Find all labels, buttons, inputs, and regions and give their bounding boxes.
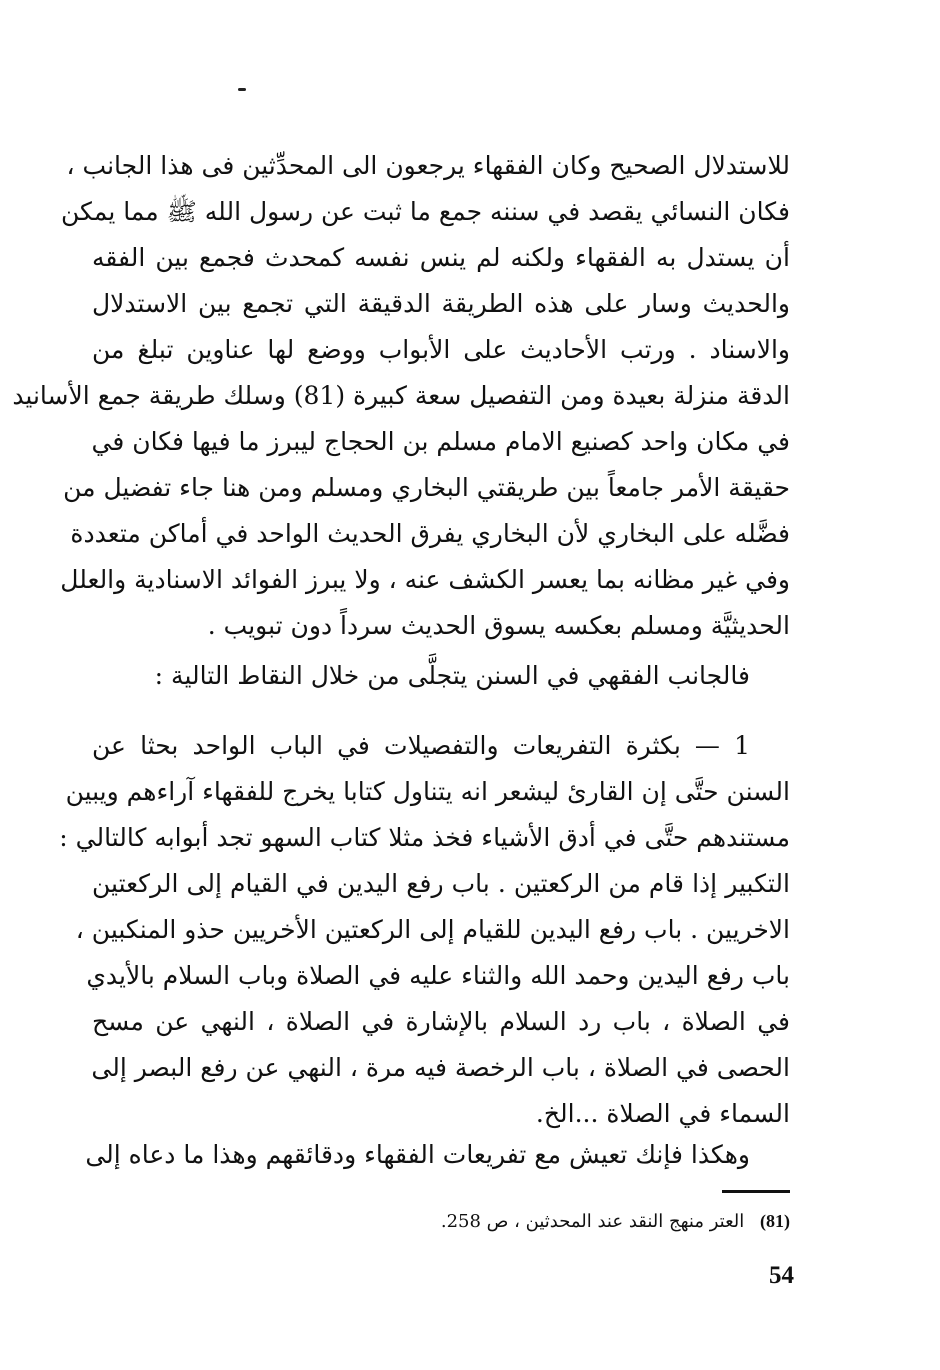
page-number: 54 [769,1262,794,1289]
text-line: 1 — بكثرة التفريعات والتفصيلات في الباب الواحد بحثا عن [92,731,750,760]
text-line: فضَّله على البخاري لأن البخاري يفرق الحديث الواحد في أماكن متعددة [70,519,790,548]
text-line: والاسناد . ورتب الأحاديث على الأبواب ووضع لها عناوين تبلغ من [92,335,790,364]
text-line: والحديث وسار على هذه الطريقة الدقيقة التي تجمع بين الاستدلال [92,289,790,318]
ink-mark [238,88,246,91]
text-line: مستندهم حتَّى في أدق الأشياء فخذ مثلا كتاب السهو تجد أبوابه كالتالي : [59,823,790,852]
text-line: فالجانب الفقهي في السنن يتجلَّى من خلال النقاط التالية : [154,661,750,690]
text-line: أن يستدل به الفقهاء ولكنه لم ينس نفسه كمحدث فجمع بين الفقه [92,243,790,272]
text-line: للاستدلال الصحيح وكان الفقهاء يرجعون الى المحدِّثين فى هذا الجانب ، [66,151,790,180]
text-line: الدقة منزلة بعيدة ومن التفصيل سعة كبيرة (81) وسلك طريقة جمع الأسانيد [12,381,790,410]
paragraph-continuation [85,1132,790,1178]
text-line: السماء في الصلاة ...الخ. [535,1099,790,1128]
footnote [92,1205,790,1238]
paragraph-nasai-method [12,143,790,649]
text-line: الحصى في الصلاة ، باب الرخصة فيه مرة ، النهي عن رفع البصر إلى [91,1053,790,1082]
text-line: في مكان واحد كصنيع الامام مسلم بن الحجاج ليبرز ما فيها فكان في [91,427,790,456]
text-line: باب رفع اليدين وحمد الله والثناء عليه في الصلاة وباب السلام بالأيدي [86,961,790,990]
text-line: الاخريين . باب رفع اليدين للقيام إلى الركعتين الأخريين حذو المنكبين ، [75,915,790,944]
text-line: التكبير إذا قام من الركعتين . باب رفع اليدين في القيام إلى الركعتين [92,869,790,898]
footnote-divider [722,1190,790,1193]
text-line: فكان النسائي يقصد في سننه جمع ما ثبت عن رسول الله ﷺ مما يمكن [61,197,790,226]
footnote-number: (81) [760,1211,790,1231]
text-line: وفي غير مظانه بما يعسر الكشف عنه ، ولا يبرز الفوائد الاسنادية والعلل [60,565,790,594]
text-line: في الصلاة ، باب رد السلام بالإشارة في الصلاة ، النهي عن مسح [92,1007,790,1036]
footnote-text: العتر منهج النقد عند المحدثين ، ص 258. [440,1211,745,1232]
text-line: السنن حتَّى إن القارئ ليشعر انه يتناول كتابا يخرج للفقهاء آراءهم ويبين [65,777,790,806]
paragraph-intro-points [92,653,790,699]
paragraph-point-one [59,723,790,1137]
text-line: حقيقة الأمر جامعاً بين طريقتي البخاري ومسلم ومن هنا جاء تفضيل من [63,473,790,502]
text-line: وهكذا فإنك تعيش مع تفريعات الفقهاء ودقائقهم وهذا ما دعاه إلى [85,1140,750,1169]
text-line: الحديثيَّة ومسلم بعكسه يسوق الحديث سرداً دون تبويب . [207,611,790,640]
